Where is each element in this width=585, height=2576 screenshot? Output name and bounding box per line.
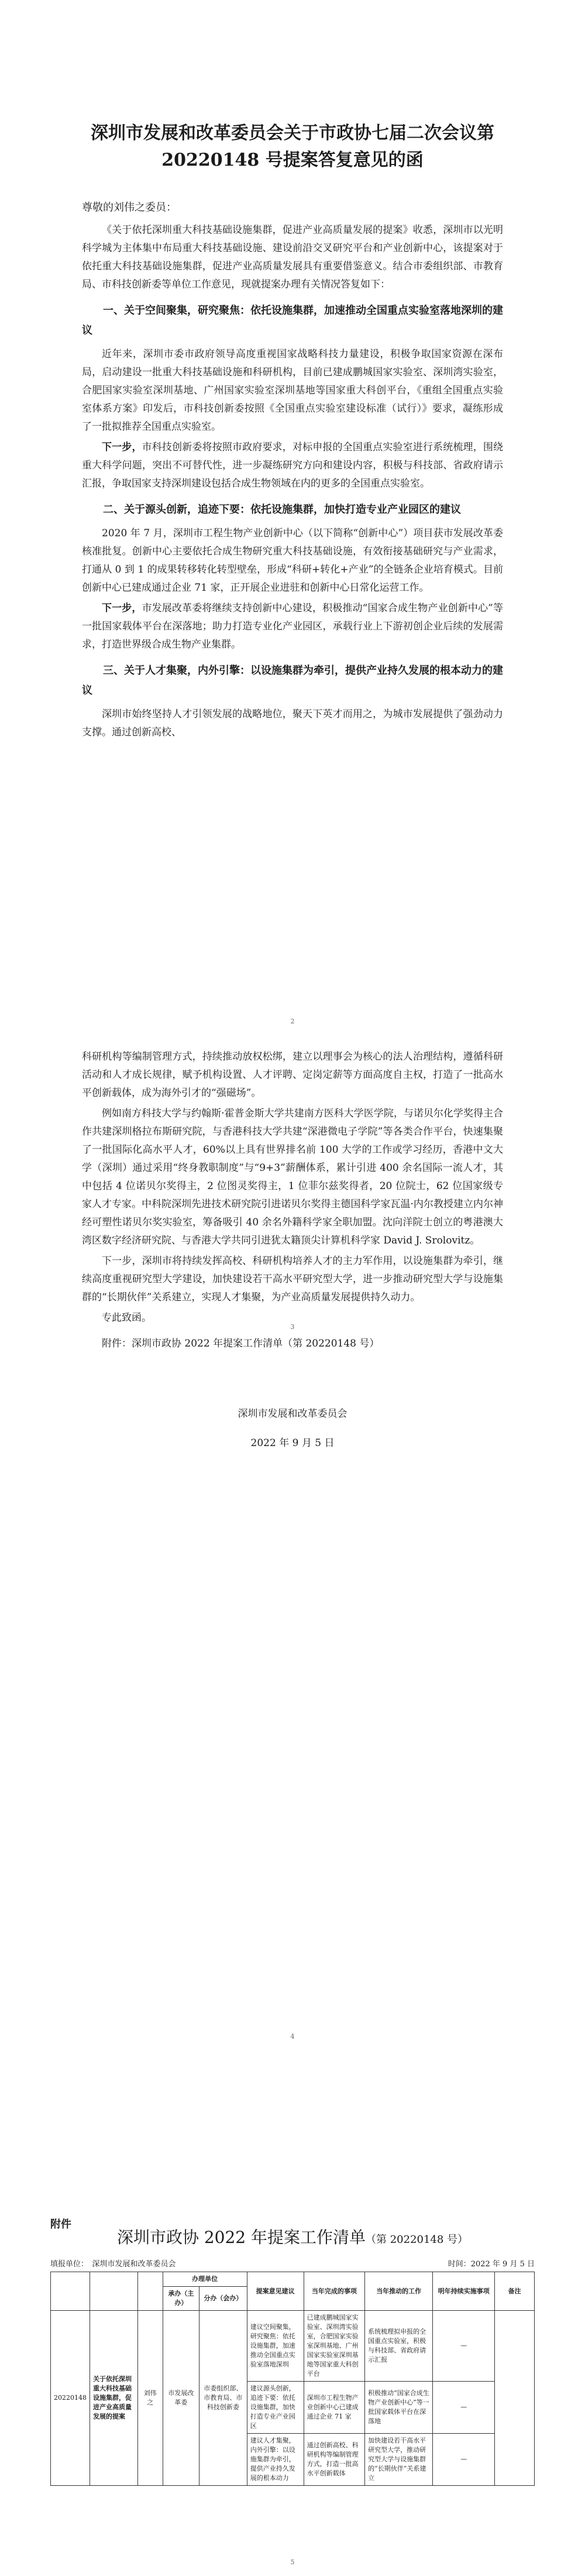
section-2-paragraph-2-text: 市发展改革委将继续支持创新中心建设，积极推动“国家合成生物产业创新中心”等一批国家载体平台在深落地；助力打造专业化产业园区，承载行业上下游初创企业后续的发展需求，打造世界级合成生物产业集群。 bbox=[82, 602, 503, 650]
page-number: 5 bbox=[290, 2558, 295, 2566]
table-header-row bbox=[51, 2272, 535, 2287]
annex-title-sub: （第 20220148 号） bbox=[366, 2234, 469, 2246]
header-next: 明年持续实施事项 bbox=[433, 2272, 495, 2311]
filing-unit: 填报单位： 深圳市发展和改革委员会 bbox=[50, 2260, 176, 2269]
page-number: 2 bbox=[290, 1018, 295, 1025]
cell-opinion: 建议源头创新，追迹下要：依托设施集群，加快打造专业产业园区 bbox=[247, 2382, 304, 2434]
annex-label: 附件 bbox=[50, 2218, 71, 2231]
section-1-paragraph-2 bbox=[82, 439, 503, 493]
section-3-paragraph-3: 下一步，深圳市将持续发挥高校、科研机构培养人才的主力军作用，以设施集群为牵引，继续高度重视研究型大学建设，加快建设若干高水平研究型大学，进一步推动研究型大学与设施集群的“长期伙伴”关系建立，实现人才集聚，为产业高质量发展提供持久动力。 bbox=[82, 1255, 503, 1303]
page-number: 3 bbox=[290, 1323, 295, 1331]
header-cell bbox=[90, 2272, 138, 2311]
section-1-paragraph-2-text: 市科技创新委将按照市政府要求，对标申报的全国重点实验室进行系统梳理，围绕重大科学问题，突出不可替代性，进一步凝练研究方向和建设内容，积极与科技部、省政府请示汇报，争取国家支持深圳建设包括合成生物领域在内的更多的全国重点实验室。 bbox=[82, 441, 504, 489]
attachment-line: 附件：深圳市政协 2022 年提案工作清单（第 20220148 号） bbox=[102, 1338, 380, 1349]
section-3-heading: 三、关于人才集聚，内外引擎：以设施集群为牵引，提供产业持久发展的根本动力的建议 bbox=[82, 664, 503, 697]
intro-paragraph: 《关于依托深圳重大科技基础设施集群，促进产业高质量发展的提案》收悉，深圳市以光明科学城为主体集中布局重大科技基础设施、建设前沿交叉研究平台和产业创新中心，该提案对于依托重大科技基础设施集群，促进产业高质量发展具有重要借鉴意义。结合市委组织部、市教育局、市科技创新委等单位工作意见，现就提案办理有关情况答复如下： bbox=[82, 224, 503, 290]
signature-organization: 深圳市发展和改革委员会 bbox=[238, 1408, 347, 1420]
cell-number: 20220148 bbox=[51, 2311, 90, 2486]
header-host: 承办（主办） bbox=[163, 2287, 199, 2311]
header-progress: 当年推动的工作 bbox=[365, 2272, 433, 2311]
header-done: 当年完成的事项 bbox=[304, 2272, 365, 2311]
cell-progress: 积极推动“国家合成生物产业创新中心”等一批国家载体平台在深落地 bbox=[365, 2382, 433, 2434]
section-2-heading: 二、关于源头创新，追迹下要：依托设施集群，加快打造专业产业园区的建议 bbox=[103, 503, 461, 516]
cell-next: — bbox=[433, 2434, 495, 2486]
header-cell bbox=[137, 2272, 163, 2311]
header-opinion: 提案意见建议 bbox=[247, 2272, 304, 2311]
section-3-paragraph-2: 例如南方科技大学与约翰斯·霍普金斯大学共建南方医科大学医学院，与诺贝尔化学奖得主合作共建深圳格拉布斯研究院，与香港科技大学共建“深港微电子学院”等各类合作平台，快速集聚了一批国际化高水平人才，60%以上具有世界排名前 100 大学的工作或学习经历，香港中文大学（深圳）通过采用“终身教职制度”与“9+3”薪酬体系，累计引进 400 余名国际一流人才，其中包括 4 位诺贝尔奖得主，2 位图灵奖得主，1 位菲尔兹奖得者，20 位院士，62 位国家级专家人才专家。中科院深圳先进技术研究院引进诺贝尔奖得主德国科学家瓦温·内尔教授建立内尔神经可塑性诺贝尔奖实验室，筹备吸引 40 余名外籍科学家全职加盟。沈向洋院士创立的粤港澳大湾区数字经济研究院、与香港大学共同引进犹太籍顶尖计算机科学家 David J. Srolovitz。 bbox=[82, 1108, 503, 1246]
cell-next: — bbox=[433, 2311, 495, 2382]
page-number: 4 bbox=[290, 2033, 295, 2040]
section-1-paragraph-1: 近年来，深圳市委市政府领导高度重视国家战略科技力量建设，积极争取国家资源在深布局，启动建设一批重大科技基础设施和科研机构，目前已建成鹏城国家实验室、深圳湾实验室，合肥国家实验室深圳基地、广州国家实验室深圳基地等国家重大科创平台，《重组全国重点实验室体系方案》印发后，市科技创新委按照《全国重点实验室建设标准（试行）》要求，凝练形成了一批拟推荐全国重点实验室。 bbox=[82, 348, 503, 433]
table-row bbox=[51, 2311, 535, 2382]
cell-host: 市发展改革委 bbox=[163, 2311, 199, 2486]
header-cell bbox=[51, 2272, 90, 2311]
annex-title bbox=[47, 2225, 538, 2248]
next-step-lead: 下一步， bbox=[102, 602, 142, 614]
closing: 专此致函。 bbox=[102, 1312, 152, 1324]
cell-progress: 系统梳理拟申报的全国重点实验室，积极与科技部、省政府请示汇报 bbox=[365, 2311, 433, 2382]
letter-title: 深圳市发展和改革委员会关于市政协七届二次会议第 20220148 号提案答复意见的函 bbox=[91, 123, 494, 170]
cell-opinion: 建议人才集聚，内外引擎：以设施集群为牵引，提供产业持久发展的根本动力 bbox=[247, 2434, 304, 2486]
letter-page-1 bbox=[0, 0, 585, 1030]
cell-proposal-title: 关于依托深圳重大科技基础设施集群，促进产业高质量发展的提案 bbox=[90, 2311, 138, 2486]
header-assist: 分办（会办） bbox=[199, 2287, 247, 2311]
signature-date: 2022 年 9 月 5 日 bbox=[250, 1437, 335, 1449]
next-step-lead: 下一步， bbox=[102, 441, 142, 453]
section-2-paragraph-2 bbox=[82, 600, 503, 654]
annex-page bbox=[0, 2049, 585, 2576]
cell-done: 通过创新高校、科研机构等编制管理方式，打造一批高水平创新载体 bbox=[304, 2434, 365, 2486]
letter-body-2 bbox=[82, 1048, 503, 1330]
cell-progress: 加快建设若干高水平研究型大学，推动研究型大学与设施集群的“长期伙伴”关系建立 bbox=[365, 2434, 433, 2486]
proposal-worksheet-table bbox=[50, 2272, 535, 2486]
cell-next: — bbox=[433, 2382, 495, 2434]
cell-remark bbox=[495, 2311, 535, 2486]
cell-proposer: 刘伟之 bbox=[137, 2311, 163, 2486]
annex-title-main: 深圳市政协 2022 年提案工作清单 bbox=[116, 2228, 366, 2247]
filing-date: 时间：2022 年 9 月 5 日 bbox=[448, 2260, 535, 2269]
section-3-paragraph-1: 深圳市始终坚持人才引领发展的战略地位，聚天下英才而用之，为城市发展提供了强劲动力支撑。通过创新高校、 bbox=[82, 708, 503, 738]
letter-body-1 bbox=[82, 221, 503, 744]
section-1-heading: 一、关于空间聚集，研究聚焦：依托设施集群，加速推动全国重点实验室落地深圳的建议 bbox=[82, 304, 503, 337]
cell-done: 深圳市工程生物产业创新中心已建成通过企业 71 家 bbox=[304, 2382, 365, 2434]
header-handling-unit: 办理单位 bbox=[163, 2272, 247, 2287]
cell-assist: 市委组织部、市教育局、市科技创新委 bbox=[199, 2311, 247, 2486]
cell-opinion: 建议空间聚集，研究聚焦：依托设施集群，加速推动全国重点实验室落地深圳 bbox=[247, 2311, 304, 2382]
letter-page-2 bbox=[0, 1030, 585, 2049]
header-remark: 备注 bbox=[495, 2272, 535, 2311]
cell-done: 已建成鹏城国家实验室、深圳湾实验室，合肥国家实验室深圳基地、广州国家实验室深圳基地等国家重大科创平台 bbox=[304, 2311, 365, 2382]
section-2-paragraph-1: 2020 年 7 月，深圳市工程生物产业创新中心（以下简称“创新中心”）项目获市发展改革委核准批复。创新中心主要依托合成生物研究重大科技基础设施，有效衔接基础研究与产业需求，打通从 0 到 1 的成果转移转化转型壁垒，形成“科研+转化+产业”的全链条企业培育模式。目前创新中心已建成通过企业 71 家，正开展企业进驻和创新中心日常化运营工作。 bbox=[82, 527, 503, 594]
salutation: 尊敬的刘伟之委员： bbox=[82, 201, 177, 214]
section-3-paragraph-1-cont: 科研机构等编制管理方式，持续推动放权松绑，建立以理事会为核心的法人治理结构，遵循科研活动和人才成长规律，赋予机构设置、人才评聘、定岗定薪等方面高度自主权，打造了一批高水平创新载体，成为海外引才的“强磁场”。 bbox=[82, 1051, 503, 1099]
